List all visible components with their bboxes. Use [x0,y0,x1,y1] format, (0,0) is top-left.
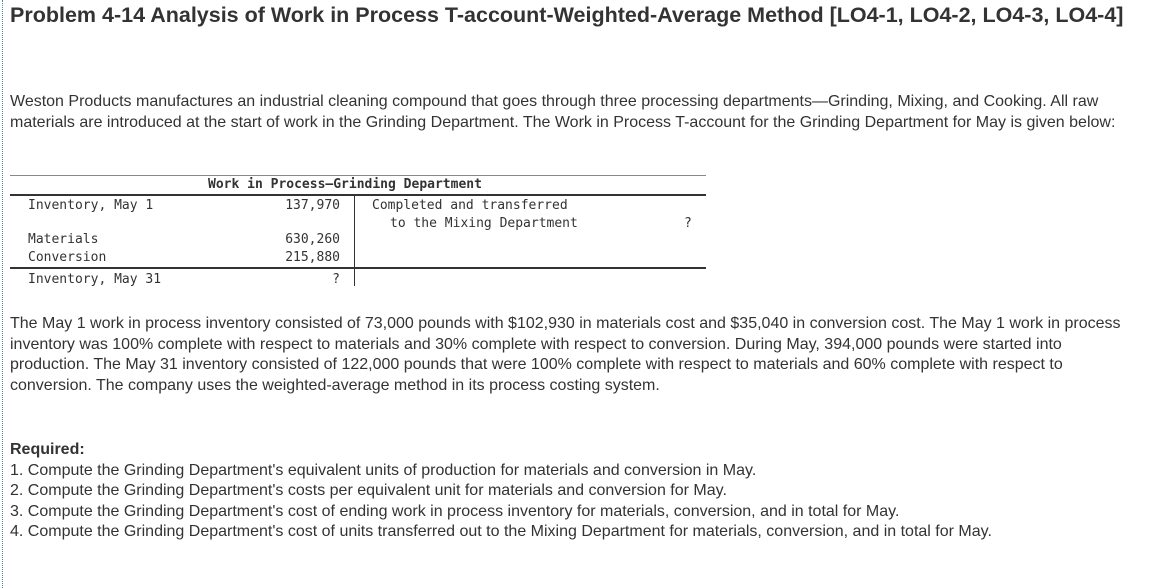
debit-label-inventory-may-1: Inventory, May 1 [28,198,154,213]
debit-value-inventory-may-31: ? [332,272,340,287]
debit-label-materials: Materials [28,232,99,247]
debit-value-conversion: 215,880 [285,250,340,265]
t-account-title-band [10,176,706,194]
required-item-1: 1. Compute the Grinding Department's equivalent units of production for materials and conversion in May. [10,461,757,479]
t-account-subtotal-rule [10,267,706,269]
t-account-title: Work in Process—Grinding Department [208,177,482,192]
debit-value-inventory-may-1: 137,970 [285,198,340,213]
required-heading: Required: [10,441,85,458]
credit-value-transferred: ? [684,216,692,231]
credit-label-line-2: to the Mixing Department [390,216,578,231]
debit-value-materials: 630,260 [285,232,340,247]
required-item-3: 3. Compute the Grinding Department's cost of ending work in process inventory for materials, conversion, and in total for May. [10,502,900,520]
details-paragraph: The May 1 work in process inventory consisted of 73,000 pounds with $102,930 in materials cost and $35,040 in conversion cost. The May 1 work in process inventory was 100% complete with respect to materials and 30% complete with respect to conversion. During May, 394,000 pounds were started into production. The May 31 inventory consisted of 122,000 pounds that were 100% complete with respect to materials and 60% complete with respect to conversion. The company uses the weighted-average method in its process costing system. [10,315,1121,394]
required-item-2: 2. Compute the Grinding Department's costs per equivalent unit for materials and conversion for May. [10,482,727,499]
required-item-4: 4. Compute the Grinding Department's cost of units transferred out to the Mixing Department for materials, conversion, and in total for May. [10,523,992,540]
t-account-vertical-rule [354,196,355,286]
debit-label-inventory-may-31: Inventory, May 31 [28,272,162,287]
credit-label-line-1: Completed and transferred [372,198,568,213]
left-dotted-border [2,0,3,588]
debit-label-conversion: Conversion [28,250,107,265]
t-account-horizontal-rule [10,194,706,196]
required-section [10,440,1140,543]
intro-paragraph: Weston Products manufactures an industrial cleaning compound that goes through three processing departments—Grinding, Mixing, and Cooking. All raw materials are introduced at the start of work in the Grinding Department. The Work in Process T-account for the Grinding Department for May is given below: [10,93,1116,131]
problem-title: Problem 4-14 Analysis of Work in Process T-account-Weighted-Average Method [LO4-1, LO4-2, LO4-3, LO4-4] [10,3,1124,27]
t-account [10,175,706,287]
